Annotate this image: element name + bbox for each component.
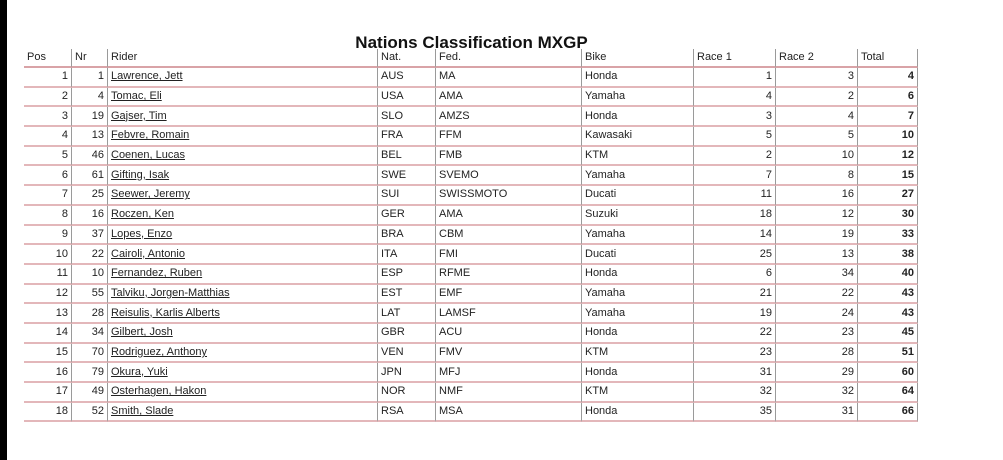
cell-race2: 19 (776, 226, 858, 246)
cell-rider (108, 363, 378, 383)
cell-bike: Yamaha (582, 226, 694, 246)
cell-nr: 1 (72, 68, 108, 88)
cell-bike: Honda (582, 107, 694, 127)
cell-nat: BEL (378, 147, 436, 167)
table-row (24, 68, 918, 88)
cell-pos: 18 (24, 403, 72, 423)
cell-pos: 5 (24, 147, 72, 167)
cell-fed: AMA (436, 206, 582, 226)
cell-fed: SWISSMOTO (436, 186, 582, 206)
rider-link[interactable]: Lawrence, Jett (111, 70, 183, 83)
cell-nr: 34 (72, 324, 108, 344)
cell-nat: ITA (378, 245, 436, 265)
cell-rider (108, 127, 378, 147)
cell-race1: 31 (694, 363, 776, 383)
cell-bike: Yamaha (582, 285, 694, 305)
cell-race2: 2 (776, 88, 858, 108)
rider-link[interactable]: Smith, Slade (111, 405, 174, 418)
cell-race1: 19 (694, 304, 776, 324)
col-header-fed[interactable]: Fed. (436, 49, 582, 68)
table-row (24, 147, 918, 167)
rider-link[interactable]: Coenen, Lucas (111, 149, 185, 162)
col-header-nr[interactable]: Nr (72, 49, 108, 68)
cell-fed: ACU (436, 324, 582, 344)
cell-fed: AMZS (436, 107, 582, 127)
cell-fed: AMA (436, 88, 582, 108)
cell-nat: SWE (378, 166, 436, 186)
cell-rider (108, 383, 378, 403)
table-row (24, 403, 918, 423)
rider-link[interactable]: Gifting, Isak (111, 168, 170, 181)
table-row (24, 285, 918, 305)
cell-nr: 25 (72, 186, 108, 206)
cell-nat: AUS (378, 68, 436, 88)
rider-link[interactable]: Tomac, Eli (111, 90, 162, 103)
cell-total: 10 (858, 127, 918, 147)
cell-pos: 1 (24, 68, 72, 88)
cell-pos: 16 (24, 363, 72, 383)
cell-nr: 49 (72, 383, 108, 403)
col-header-nat[interactable]: Nat. (378, 49, 436, 68)
cell-race2: 31 (776, 403, 858, 423)
cell-total: 64 (858, 383, 918, 403)
cell-race2: 10 (776, 147, 858, 167)
cell-race2: 29 (776, 363, 858, 383)
cell-fed: MSA (436, 403, 582, 423)
cell-race2: 34 (776, 265, 858, 285)
cell-total: 30 (858, 206, 918, 226)
cell-fed: FMB (436, 147, 582, 167)
cell-fed: FFM (436, 127, 582, 147)
cell-nat: ESP (378, 265, 436, 285)
table-row (24, 186, 918, 206)
table-row (24, 304, 918, 324)
cell-bike: Yamaha (582, 166, 694, 186)
cell-fed: NMF (436, 383, 582, 403)
rider-link[interactable]: Fernandez, Ruben (111, 267, 203, 280)
cell-pos: 3 (24, 107, 72, 127)
cell-fed: MFJ (436, 363, 582, 383)
cell-bike: Yamaha (582, 304, 694, 324)
cell-fed: FMV (436, 344, 582, 364)
table-row (24, 107, 918, 127)
cell-total: 7 (858, 107, 918, 127)
cell-nr: 13 (72, 127, 108, 147)
cell-pos: 11 (24, 265, 72, 285)
cell-race2: 12 (776, 206, 858, 226)
rider-link[interactable]: Okura, Yuki (111, 365, 168, 378)
cell-rider (108, 88, 378, 108)
cell-pos: 2 (24, 88, 72, 108)
cell-total: 27 (858, 186, 918, 206)
cell-race1: 7 (694, 166, 776, 186)
cell-race1: 18 (694, 206, 776, 226)
table-row (24, 166, 918, 186)
cell-nat: EST (378, 285, 436, 305)
cell-rider (108, 285, 378, 305)
cell-bike: Honda (582, 68, 694, 88)
cell-race2: 23 (776, 324, 858, 344)
cell-nat: SLO (378, 107, 436, 127)
cell-race2: 4 (776, 107, 858, 127)
cell-pos: 8 (24, 206, 72, 226)
cell-race1: 14 (694, 226, 776, 246)
cell-race1: 2 (694, 147, 776, 167)
rider-link[interactable]: Gajser, Tim (111, 109, 167, 122)
cell-bike: Honda (582, 363, 694, 383)
cell-race2: 16 (776, 186, 858, 206)
cell-rider (108, 403, 378, 423)
cell-pos: 13 (24, 304, 72, 324)
cell-fed: CBM (436, 226, 582, 246)
cell-rider (108, 324, 378, 344)
cell-race2: 24 (776, 304, 858, 324)
cell-bike: Yamaha (582, 88, 694, 108)
table-row (24, 206, 918, 226)
cell-race2: 13 (776, 245, 858, 265)
cell-nr: 52 (72, 403, 108, 423)
cell-nr: 61 (72, 166, 108, 186)
cell-total: 45 (858, 324, 918, 344)
cell-total: 51 (858, 344, 918, 364)
cell-pos: 10 (24, 245, 72, 265)
cell-rider (108, 245, 378, 265)
cell-rider (108, 107, 378, 127)
cell-race1: 23 (694, 344, 776, 364)
cell-race1: 1 (694, 68, 776, 88)
rider-link[interactable]: Seewer, Jeremy (111, 188, 190, 201)
cell-bike: KTM (582, 344, 694, 364)
cell-nr: 79 (72, 363, 108, 383)
cell-total: 6 (858, 88, 918, 108)
cell-bike: Honda (582, 265, 694, 285)
cell-rider (108, 304, 378, 324)
cell-nat: BRA (378, 226, 436, 246)
cell-total: 33 (858, 226, 918, 246)
table-row (24, 324, 918, 344)
cell-fed: SVEMO (436, 166, 582, 186)
cell-rider (108, 147, 378, 167)
cell-total: 15 (858, 166, 918, 186)
cell-rider (108, 186, 378, 206)
cell-nr: 70 (72, 344, 108, 364)
cell-race2: 22 (776, 285, 858, 305)
cell-total: 60 (858, 363, 918, 383)
cell-race2: 5 (776, 127, 858, 147)
cell-rider (108, 166, 378, 186)
col-header-bike[interactable]: Bike (582, 49, 694, 68)
cell-nr: 10 (72, 265, 108, 285)
cell-race1: 25 (694, 245, 776, 265)
cell-fed: FMI (436, 245, 582, 265)
cell-race1: 21 (694, 285, 776, 305)
cell-total: 4 (858, 68, 918, 88)
cell-race2: 3 (776, 68, 858, 88)
cell-pos: 17 (24, 383, 72, 403)
cell-fed: LAMSF (436, 304, 582, 324)
cell-bike: Kawasaki (582, 127, 694, 147)
cell-bike: KTM (582, 383, 694, 403)
cell-race1: 4 (694, 88, 776, 108)
cell-race2: 32 (776, 383, 858, 403)
cell-race1: 32 (694, 383, 776, 403)
cell-rider (108, 206, 378, 226)
cell-rider (108, 226, 378, 246)
cell-total: 12 (858, 147, 918, 167)
cell-race1: 3 (694, 107, 776, 127)
cell-total: 38 (858, 245, 918, 265)
cell-fed: EMF (436, 285, 582, 305)
cell-bike: KTM (582, 147, 694, 167)
cell-pos: 6 (24, 166, 72, 186)
table-row (24, 127, 918, 147)
cell-race1: 6 (694, 265, 776, 285)
cell-nat: JPN (378, 363, 436, 383)
col-header-rider[interactable]: Rider (108, 49, 378, 68)
cell-bike: Honda (582, 324, 694, 344)
cell-race2: 28 (776, 344, 858, 364)
cell-nr: 55 (72, 285, 108, 305)
rider-link[interactable]: Cairoli, Antonio (111, 247, 185, 260)
col-header-race2[interactable]: Race 2 (776, 49, 858, 68)
cell-nr: 19 (72, 107, 108, 127)
left-edge-bar (0, 0, 7, 460)
cell-race1: 22 (694, 324, 776, 344)
cell-nat: GER (378, 206, 436, 226)
cell-pos: 14 (24, 324, 72, 344)
cell-nat: LAT (378, 304, 436, 324)
cell-pos: 7 (24, 186, 72, 206)
cell-total: 43 (858, 304, 918, 324)
cell-race1: 5 (694, 127, 776, 147)
cell-nat: GBR (378, 324, 436, 344)
col-header-race1[interactable]: Race 1 (694, 49, 776, 68)
table-row (24, 88, 918, 108)
cell-pos: 15 (24, 344, 72, 364)
cell-nr: 16 (72, 206, 108, 226)
col-header-total[interactable]: Total (858, 49, 918, 68)
cell-rider (108, 265, 378, 285)
rider-link[interactable]: Talviku, Jorgen-Matthias (111, 286, 230, 299)
cell-nr: 22 (72, 245, 108, 265)
cell-nr: 46 (72, 147, 108, 167)
results-table (24, 49, 918, 422)
results-body (24, 68, 918, 422)
cell-nat: FRA (378, 127, 436, 147)
table-row (24, 265, 918, 285)
table-row (24, 226, 918, 246)
col-header-pos[interactable]: Pos (24, 49, 72, 68)
cell-nat: VEN (378, 344, 436, 364)
cell-pos: 4 (24, 127, 72, 147)
cell-total: 40 (858, 265, 918, 285)
rider-link[interactable]: Febvre, Romain (111, 129, 190, 142)
cell-nr: 4 (72, 88, 108, 108)
rider-link[interactable]: Osterhagen, Hakon (111, 385, 207, 398)
rider-link[interactable]: Reisulis, Karlis Alberts (111, 306, 220, 319)
table-row (24, 344, 918, 364)
cell-rider (108, 68, 378, 88)
cell-bike: Ducati (582, 245, 694, 265)
cell-pos: 9 (24, 226, 72, 246)
cell-bike: Suzuki (582, 206, 694, 226)
cell-rider (108, 344, 378, 364)
cell-fed: MA (436, 68, 582, 88)
cell-total: 43 (858, 285, 918, 305)
cell-fed: RFME (436, 265, 582, 285)
cell-pos: 12 (24, 285, 72, 305)
cell-nat: SUI (378, 186, 436, 206)
cell-race1: 11 (694, 186, 776, 206)
cell-nat: NOR (378, 383, 436, 403)
cell-bike: Honda (582, 403, 694, 423)
cell-nr: 28 (72, 304, 108, 324)
cell-bike: Ducati (582, 186, 694, 206)
cell-race2: 8 (776, 166, 858, 186)
table-row (24, 383, 918, 403)
cell-total: 66 (858, 403, 918, 423)
cell-race1: 35 (694, 403, 776, 423)
table-row (24, 245, 918, 265)
table-header-row (24, 49, 918, 68)
table-row (24, 363, 918, 383)
cell-nr: 37 (72, 226, 108, 246)
page-title: Nations Classification MXGP (355, 33, 588, 53)
cell-nat: RSA (378, 403, 436, 423)
rider-link[interactable]: Lopes, Enzo (111, 227, 173, 240)
rider-link[interactable]: Rodriguez, Anthony (111, 345, 208, 358)
rider-link[interactable]: Roczen, Ken (111, 208, 174, 221)
cell-nat: USA (378, 88, 436, 108)
rider-link[interactable]: Gilbert, Josh (111, 326, 173, 339)
